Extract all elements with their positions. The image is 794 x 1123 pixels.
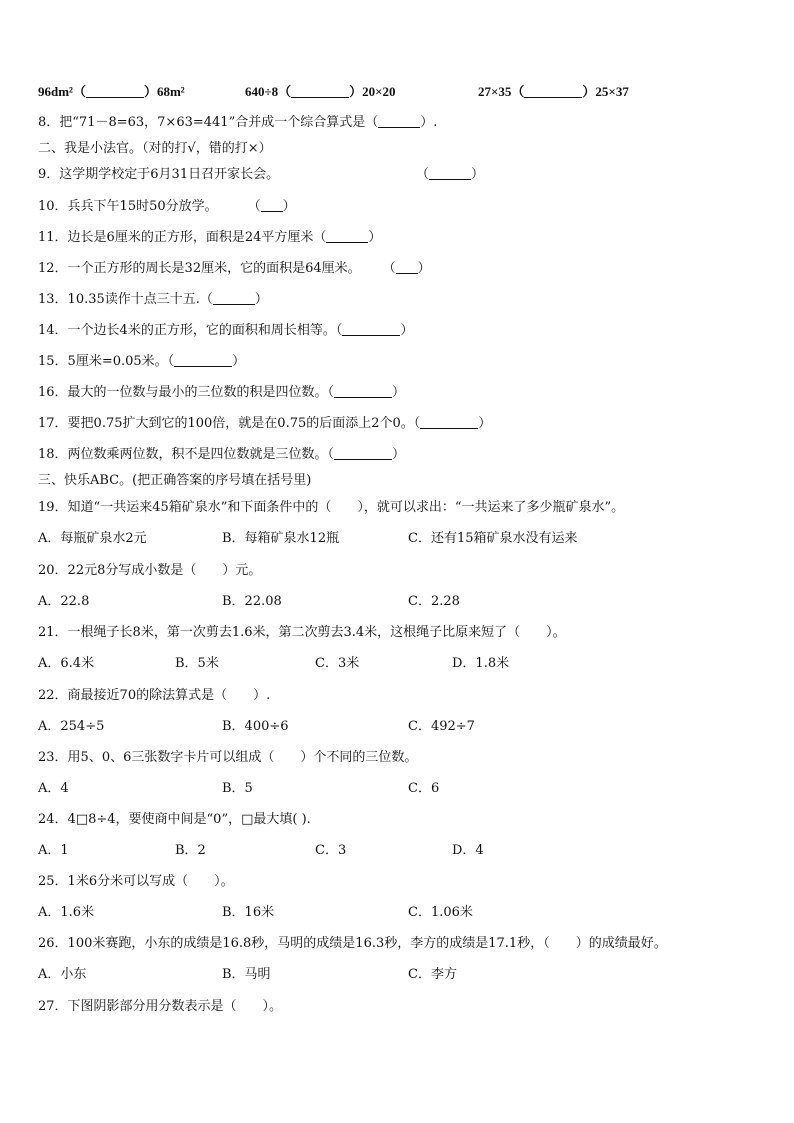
compare-a-left: 96dm²（ [38,84,86,99]
option-b[interactable]: B．2 [175,843,206,858]
question-24: 24．4□8÷4，要使商中间是“0”，□最大填( ). [38,812,311,827]
paren-close: ） [282,199,296,214]
question-17 [38,416,491,432]
option-a[interactable]: A．小东 [38,967,87,982]
question-text: 9．这学期学校定于6月31日召开家长会。 [38,167,280,182]
question-14 [38,323,413,339]
question-text: 8．把“71－8=63，7×63=441”合并成一个综合算式是（ [38,115,379,130]
paren-open: （ [416,167,430,182]
question-9-answer [416,167,484,183]
compare-a-right: ）68m² [143,84,185,99]
answer-blank[interactable] [429,167,471,180]
question-text: 17．要把0.75扩大到它的100倍，就是在0.75的后面添上2个0。（ [38,416,421,431]
question-text: 16．最大的一位数与最小的三位数的积是四位数。（ [38,385,335,400]
question-15 [38,354,245,370]
question-text: 15．5厘米=0.05米。（ [38,354,175,369]
paren-close: ） [392,385,406,400]
option-a[interactable]: A．6.4米 [38,656,95,671]
option-b[interactable]: B．5米 [175,656,219,671]
compare-c-right: ）25×37 [582,84,629,99]
option-a[interactable]: A．22.8 [38,594,90,609]
answer-blank[interactable] [420,416,478,429]
answer-blank[interactable] [174,354,232,367]
option-c[interactable]: C．还有15箱矿泉水没有运来 [408,531,578,546]
answer-blank[interactable] [334,447,392,460]
option-b[interactable]: B．400÷6 [222,719,289,734]
question-22: 22．商最接近70的除法算式是（ ）. [38,688,271,703]
paren-open: （ [247,199,261,214]
answer-blank[interactable] [524,85,582,98]
paren-close: ） [232,354,246,369]
paren-close: ） [478,416,492,431]
option-a[interactable]: A．4 [38,781,69,796]
option-b[interactable]: B．马明 [222,967,271,982]
question-26: 26．100米赛跑，小东的成绩是16.8秒，马明的成绩是16.3秒，李方的成绩是17.1秒，（ ）的成绩最好。 [38,936,667,951]
paren-close: ） [368,230,382,245]
section-heading: 二、我是小法官。（对的打√，错的打×） [38,141,272,156]
option-c[interactable]: C．2.28 [408,594,460,609]
option-d[interactable]: D．4 [452,843,484,858]
question-text: 12．一个正方形的周长是32厘米，它的面积是64厘米。 [38,261,361,276]
compare-b [245,84,396,100]
answer-blank[interactable] [86,85,144,98]
paren-close: ） [400,323,414,338]
question-21: 21．一根绳子长8米，第一次剪去1.6米，第二次剪去3.4米，这根绳子比原来短了（ ）。 [38,625,566,640]
question-27: 27．下图阴影部分用分数表示是（ ）。 [38,999,283,1014]
paren-close: ） [392,447,406,462]
option-c[interactable]: C．3 [315,843,347,858]
paren-close: ） [254,292,268,307]
option-c[interactable]: C．李方 [408,967,457,982]
answer-blank[interactable] [213,292,255,305]
question-text: 11．边长是6厘米的正方形，面积是24平方厘米（ [38,230,327,245]
question-23: 23．用5、0、6三张数字卡片可以组成（ ）个不同的三位数。 [38,750,418,765]
compare-b-left: 640÷8（ [245,84,292,99]
question-text: 10．兵兵下午15时50分放学。 [38,199,218,214]
option-a[interactable]: A．254÷5 [38,719,105,734]
option-a[interactable]: A．每瓶矿泉水2元 [38,531,147,546]
question-8 [38,115,437,131]
compare-b-right: ）20×20 [349,84,396,99]
option-b[interactable]: B．22.08 [222,594,282,609]
question-text: 13．10.35读作十点三十五.（ [38,292,213,307]
question-19: 19．知道“一共运来45箱矿泉水”和下面条件中的（ ），就可以求出：“一共运来了多少瓶矿泉水”。 [38,500,625,515]
question-16 [38,385,405,401]
question-9 [38,167,279,183]
answer-blank[interactable] [326,230,368,243]
question-text: 18．两位数乘两位数，积不是四位数就是三位数。（ [38,447,335,462]
option-d[interactable]: D．1.8米 [452,656,510,671]
paren-open: （ [382,261,396,276]
question-text: 14．一个边长4米的正方形，它的面积和周长相等。（ [38,323,343,338]
question-25: 25．1米6分米可以写成（ ）。 [38,874,234,889]
answer-blank[interactable] [396,261,418,274]
question-13 [38,292,268,308]
answer-blank[interactable] [291,85,349,98]
question-11 [38,230,381,246]
paren-close: ） [471,167,485,182]
option-a[interactable]: A．1.6米 [38,905,95,920]
compare-c [478,84,629,100]
section-heading: 三、快乐ABC。(把正确答案的序号填在括号里) [38,473,312,488]
question-text-end: ）. [420,115,438,130]
answer-blank[interactable] [342,323,400,336]
option-b[interactable]: B．每箱矿泉水12瓶 [222,531,340,546]
compare-row [38,84,185,100]
answer-blank[interactable] [261,199,283,212]
question-12 [38,261,431,277]
compare-c-left: 27×35（ [478,84,525,99]
question-20: 20．22元8分写成小数是（ ）元。 [38,563,262,578]
answer-blank[interactable] [378,115,420,128]
option-c[interactable]: C．1.06米 [408,905,473,920]
answer-blank[interactable] [334,385,392,398]
option-c[interactable]: C．3米 [315,656,360,671]
question-10 [38,199,296,215]
paren-close: ） [417,261,431,276]
option-c[interactable]: C．6 [408,781,440,796]
option-b[interactable]: B．5 [222,781,253,796]
option-c[interactable]: C．492÷7 [408,719,475,734]
option-b[interactable]: B．16米 [222,905,275,920]
option-a[interactable]: A．1 [38,843,69,858]
question-18 [38,447,405,463]
